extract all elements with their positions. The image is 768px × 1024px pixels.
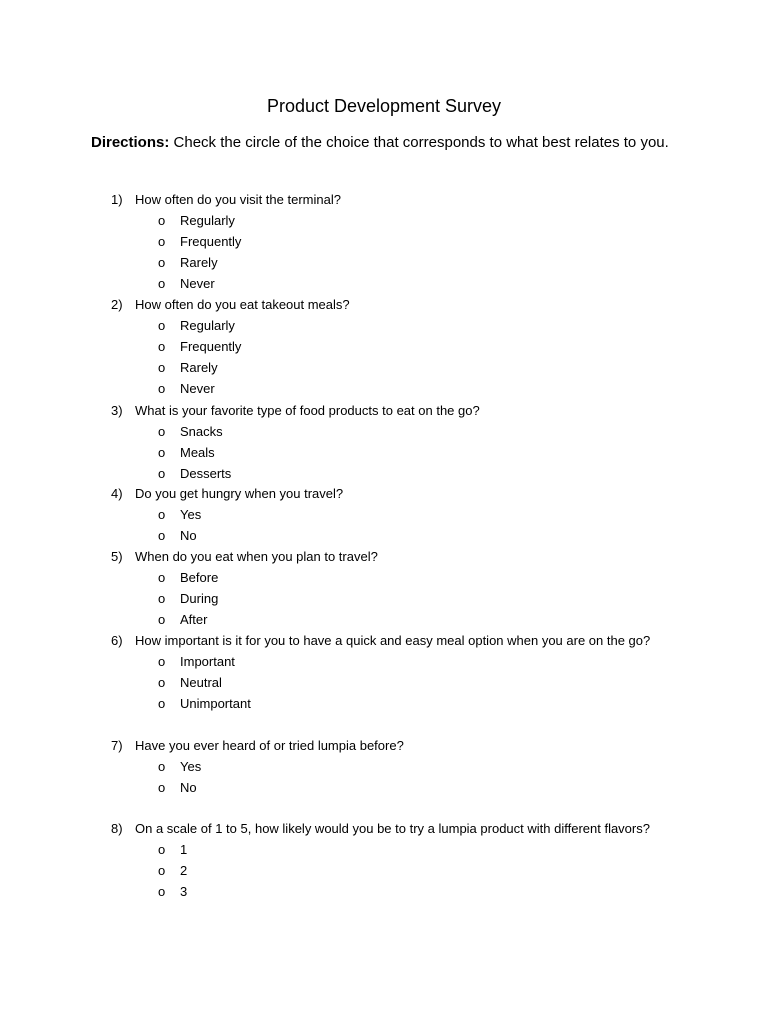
option-3[interactable]: [111, 881, 677, 902]
option-meals[interactable]: [111, 442, 677, 463]
option-label: 2: [180, 863, 188, 878]
option-list: [111, 567, 677, 630]
radio-circle-icon[interactable]: o: [158, 360, 166, 375]
radio-circle-icon[interactable]: o: [158, 234, 166, 249]
option-label: Never: [180, 381, 215, 396]
option-no[interactable]: [111, 525, 677, 546]
option-list: [111, 210, 677, 294]
question-number: 3): [111, 403, 123, 418]
option-2[interactable]: [111, 860, 677, 881]
option-label: Regularly: [180, 213, 235, 228]
option-label: Frequently: [180, 234, 242, 249]
question-text: Have you ever heard of or tried lumpia before?: [135, 738, 404, 753]
option-after[interactable]: [111, 609, 677, 630]
option-label: Meals: [180, 445, 215, 460]
radio-circle-icon[interactable]: o: [158, 445, 166, 460]
radio-circle-icon[interactable]: o: [158, 424, 166, 439]
radio-circle-icon[interactable]: o: [158, 276, 166, 291]
option-label: Before: [180, 570, 219, 585]
question-text: How important is it for you to have a quick and easy meal option when you are on the go?: [135, 633, 651, 648]
option-label: Unimportant: [180, 696, 251, 711]
option-label: During: [180, 591, 219, 606]
option-desserts[interactable]: [111, 463, 677, 484]
question-number: 4): [111, 486, 123, 501]
question-5: [111, 546, 677, 630]
option-regularly[interactable]: [111, 210, 677, 231]
question-text: How often do you eat takeout meals?: [135, 297, 350, 312]
option-frequently[interactable]: [111, 231, 677, 252]
question-text: When do you eat when you plan to travel?: [135, 549, 378, 564]
radio-circle-icon[interactable]: o: [158, 528, 166, 543]
option-list: [111, 315, 677, 399]
question-1: [111, 189, 677, 294]
option-label: 3: [180, 884, 188, 899]
question-number: 1): [111, 192, 123, 207]
option-during[interactable]: [111, 588, 677, 609]
option-list: [111, 421, 677, 484]
question-number: 6): [111, 633, 123, 648]
option-label: No: [180, 528, 197, 543]
option-label: Rarely: [180, 360, 218, 375]
option-rarely[interactable]: [111, 252, 677, 273]
option-important[interactable]: [111, 651, 677, 672]
radio-circle-icon[interactable]: o: [158, 507, 166, 522]
question-text: How often do you visit the terminal?: [135, 192, 341, 207]
question-number: 8): [111, 821, 123, 836]
directions-text: Check the circle of the choice that corresponds to what best relates to you.: [169, 134, 669, 151]
option-label: Never: [180, 276, 215, 291]
radio-circle-icon[interactable]: o: [158, 612, 166, 627]
option-list: [111, 504, 677, 546]
option-yes[interactable]: [111, 756, 677, 777]
radio-circle-icon[interactable]: o: [158, 696, 166, 711]
radio-circle-icon[interactable]: o: [158, 863, 166, 878]
question-number: 7): [111, 738, 123, 753]
question-8: [111, 818, 677, 902]
radio-circle-icon[interactable]: o: [158, 884, 166, 899]
option-label: Neutral: [180, 675, 222, 690]
option-never[interactable]: [111, 273, 677, 294]
option-list: [111, 839, 677, 902]
radio-circle-icon[interactable]: o: [158, 570, 166, 585]
option-label: No: [180, 780, 197, 795]
radio-circle-icon[interactable]: o: [158, 381, 166, 396]
option-label: Yes: [180, 507, 202, 522]
question-text: On a scale of 1 to 5, how likely would you be to try a lumpia product with different flavors?: [135, 821, 650, 836]
question-6: [111, 630, 677, 714]
option-label: Frequently: [180, 339, 242, 354]
option-yes[interactable]: [111, 504, 677, 525]
option-before[interactable]: [111, 567, 677, 588]
question-4: [111, 483, 677, 546]
option-label: Snacks: [180, 424, 223, 439]
radio-circle-icon[interactable]: o: [158, 842, 166, 857]
question-3: [111, 400, 677, 484]
option-label: Yes: [180, 759, 202, 774]
question-7: [111, 735, 677, 798]
option-frequently[interactable]: [111, 336, 677, 357]
radio-circle-icon[interactable]: o: [158, 654, 166, 669]
radio-circle-icon[interactable]: o: [158, 675, 166, 690]
option-unimportant[interactable]: [111, 693, 677, 714]
radio-circle-icon[interactable]: o: [158, 339, 166, 354]
option-1[interactable]: [111, 839, 677, 860]
option-regularly[interactable]: [111, 315, 677, 336]
radio-circle-icon[interactable]: o: [158, 213, 166, 228]
directions: [91, 131, 679, 154]
option-label: After: [180, 612, 208, 627]
option-label: 1: [180, 842, 188, 857]
question-2: [111, 294, 677, 399]
question-text: Do you get hungry when you travel?: [135, 486, 344, 501]
question-number: 2): [111, 297, 123, 312]
radio-circle-icon[interactable]: o: [158, 255, 166, 270]
option-never[interactable]: [111, 378, 677, 399]
option-label: Rarely: [180, 255, 218, 270]
directions-label: Directions:: [91, 134, 170, 151]
radio-circle-icon[interactable]: o: [158, 591, 166, 606]
option-label: Regularly: [180, 318, 235, 333]
option-list: [111, 756, 677, 798]
option-no[interactable]: [111, 777, 677, 798]
radio-circle-icon[interactable]: o: [158, 318, 166, 333]
option-label: Important: [180, 654, 235, 669]
option-neutral[interactable]: [111, 672, 677, 693]
option-list: [111, 651, 677, 714]
option-rarely[interactable]: [111, 357, 677, 378]
page-title: Product Development Survey: [266, 96, 502, 116]
radio-circle-icon[interactable]: o: [158, 780, 166, 795]
question-text: What is your favorite type of food products to eat on the go?: [135, 403, 480, 418]
radio-circle-icon[interactable]: o: [158, 759, 166, 774]
option-snacks[interactable]: [111, 421, 677, 442]
question-number: 5): [111, 549, 123, 564]
radio-circle-icon[interactable]: o: [158, 466, 166, 481]
option-label: Desserts: [180, 466, 232, 481]
